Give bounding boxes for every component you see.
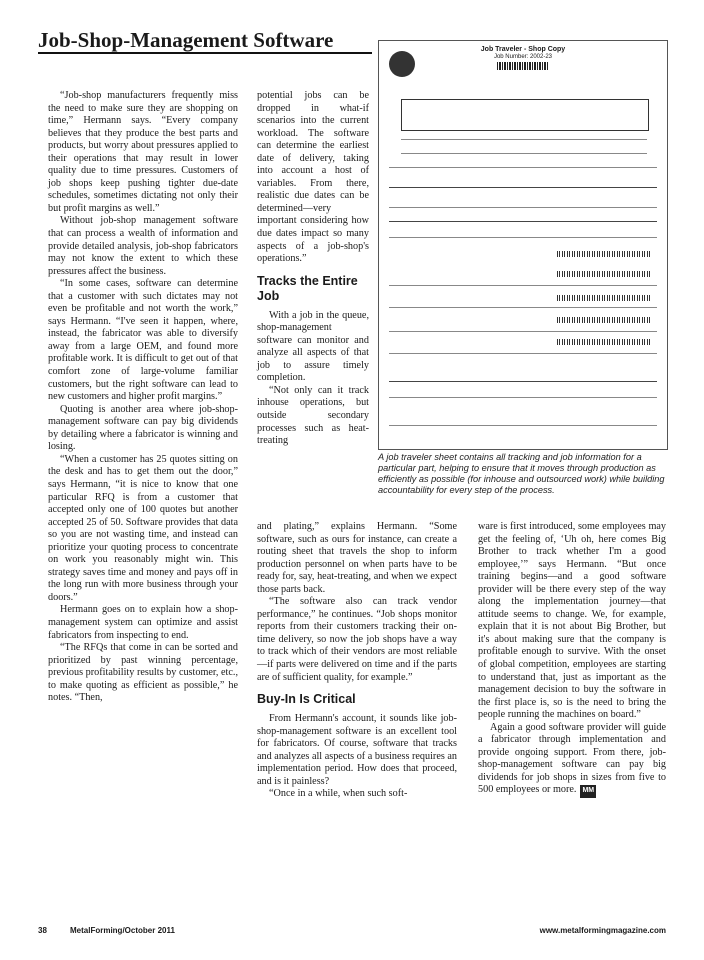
figure-caption: A job traveler sheet contains all tracking and job information for a particular part, helping to ensure that it moves through production as efficiently as possible (for inhouse and outsourced work) while building accountability for every step of the process.: [378, 452, 665, 495]
form-line: [389, 207, 657, 208]
page-number: 38: [38, 926, 47, 935]
form-line: [389, 221, 657, 222]
paragraph: and plating,” explains Hermann. “Some software, such as ours for instance, can create a routing sheet that travels the shop to inform production personnel on when parts have to be ready for, say, heat-treating, and when we expect those parts back.: [257, 521, 457, 595]
job-info-box: [401, 99, 649, 131]
paragraph: Quoting is another area where job-shop-management software can pay big dividends by detailing where a fabricator is winning and losing.: [48, 403, 238, 453]
form-line: [401, 139, 647, 140]
article-column-2-lower: [257, 521, 457, 801]
figure-title: Job Traveler - Shop Copy: [480, 46, 566, 53]
section-heading: Buy-In Is Critical: [257, 692, 356, 707]
barcode-icon: [557, 295, 651, 301]
paragraph: Without job-shop management software that can process a wealth of information and provide detailed analysis, job-shop fabricators may not know the extent to which these pressures affect the business.: [48, 215, 238, 277]
paragraph: From Hermann's account, it sounds like job-shop-management software is an excellent tool for fabricators. Of course, software that tracks and analyzes all aspects of a business requires an implementation period. How does that proceed, and is it painless?: [257, 713, 457, 787]
paragraph: [478, 722, 666, 798]
form-line: [389, 285, 657, 286]
figure-job-number: Job Number: 2002-23: [493, 54, 553, 60]
paragraph: “In some cases, software can determine that a customer with such dictates may not even be profitable and not worth the work,” says Hermann. “I've seen it happen, where, instead, the fabricator was able to diversify away from a large OEM, and found more profitable work. It is difficult to get out of that comfort zone of large-volume familiar customers, but the right software can lead to new customers and higher profit margins.”: [48, 278, 238, 403]
end-mark: MM: [580, 785, 596, 798]
article-column-2: [257, 90, 369, 448]
paragraph: “Job-shop manufacturers frequently miss the need to make sure they are shopping on time,” Hermann says. “Every company believes that they produce the best parts and products, but worry about pressures applied to their operations that may result in lower quality due to time pressures. Customers of job shops keep pushing tighter due-date schedules, sometimes dictating not only their but profit margins as well.”: [48, 90, 238, 214]
barcode-icon: [557, 251, 651, 257]
publication-info: MetalForming/October 2011: [70, 926, 175, 935]
title-rule: [38, 52, 372, 54]
paragraph-text: Again a good software provider will guide a fabricator through implementation and provide ongoing support. From there, job-shop-management software can pay big dividends for job shops in sizes from five to 500 employees or more.: [478, 721, 666, 796]
paragraph: With a job in the queue, shop-management software can monitor and analyze all aspects of that job to assure timely completion.: [257, 309, 369, 384]
barcode-icon: [557, 271, 651, 277]
paragraph: “The RFQs that come in can be sorted and prioritized by past winning percentage, previous profitability results by customer, etc., to make quoting as efficient as possible,” he notes. “Then,: [48, 642, 238, 704]
barcode-icon: [557, 317, 651, 323]
article-column-1: [48, 90, 238, 705]
job-traveler-figure: [378, 40, 668, 450]
paragraph: “Once in a while, when such soft-: [269, 788, 408, 800]
form-line: [389, 167, 657, 168]
paragraph: “When a customer has 25 quotes sitting on the desk and has to get them out the door,” says Hermann, “it is nice to know that one particular RFQ is from a customer that accepted only one of 100 quotes but another accepted 25 of 50. Software provides that data so you are not wasting time, and instead can prioritize your quoting process to concentrate on work you reasonably might win. This strategy saves time and money and pays off in the long run with more business through your doors.”: [48, 453, 238, 603]
form-line: [401, 153, 647, 154]
paragraph: potential jobs can be dropped in what-if scenarios into the current workload. The software can determine the earliest date of delivery, taking into account a host of variables. From there, realistic due dates can be determined—very important considering how due dates impact so many aspects of a job-shop's operations.”: [257, 90, 369, 265]
form-line: [389, 307, 657, 308]
paragraph: Hermann goes on to explain how a shop-management system can optimize and assist fabricators from inspecting to end.: [48, 604, 238, 641]
form-line: [389, 425, 657, 426]
page-title: Job-Shop-Management Software: [38, 28, 334, 52]
paragraph: “Not only can it track inhouse operations, but outside secondary processes such as heat-treating: [257, 384, 369, 447]
website-url: www.metalformingmagazine.com: [539, 926, 666, 935]
form-line: [389, 397, 657, 398]
paragraph: “The software also can track vendor performance,” he continues. “Job shops monitor reports from their customers tracking their on-time delivery, so now the job shops have a way to track which of their vendors are most reliable—if parts were delivered on time and if the parts are of sufficient quality, for example.”: [257, 596, 457, 683]
form-line: [389, 237, 657, 238]
form-line: [389, 381, 657, 382]
article-column-3: [478, 521, 666, 798]
paragraph: ware is first introduced, some employees may get the feeling of, ‘Uh oh, here comes Big Brother to track whether I'm a good employee,’” says Hermann. “But once training begins—and a good software provider will be there every step of the way along the implementation journey—that attitude seems to change. We, for example, explain that it is not about Big Brother, but it's about making sure that the company is profitable enough to survive. With the onset of global competition, employees are starting to understand that, just as important as the management decision to buy the software in the first place is, so is the need to bring the people running the machines on board.”: [478, 521, 666, 721]
barcode-icon: [497, 62, 549, 70]
form-line: [389, 353, 657, 354]
barcode-icon: [557, 339, 651, 345]
form-line: [389, 187, 657, 188]
section-heading: Tracks the Entire Job: [257, 273, 358, 303]
form-line: [389, 331, 657, 332]
